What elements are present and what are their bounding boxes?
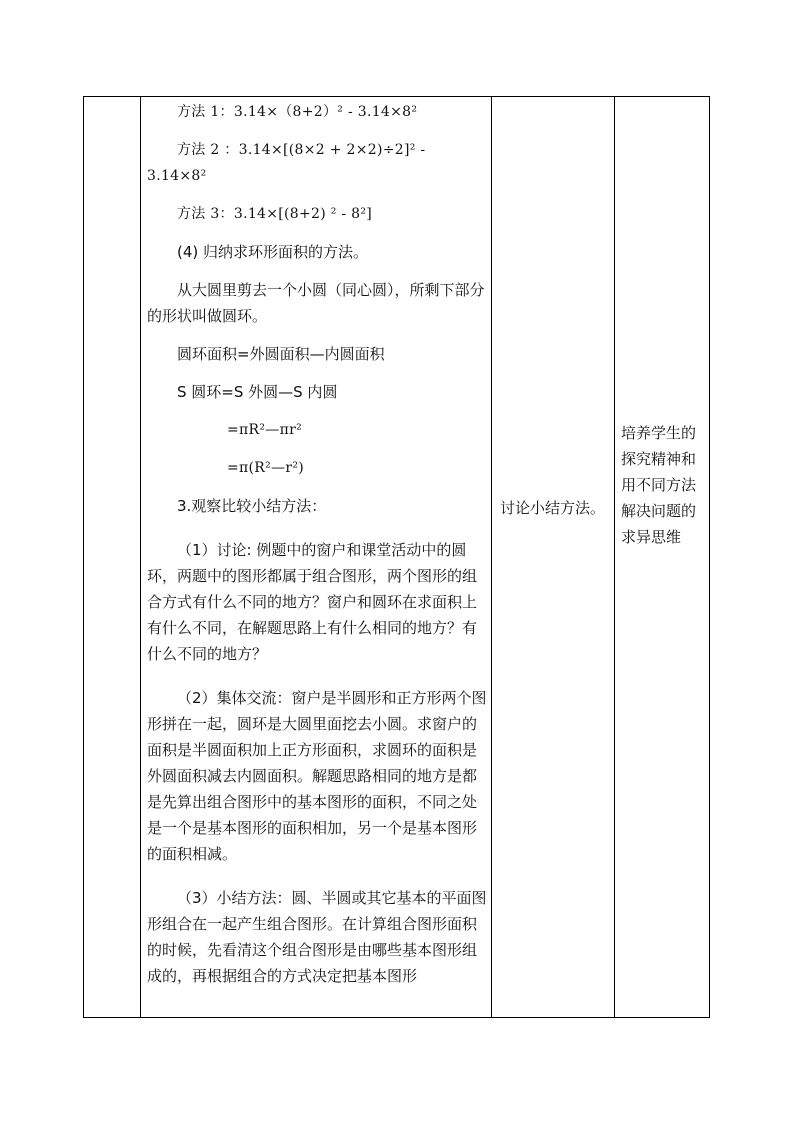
student-activity-cell [492,97,614,1017]
summary-paragraph: （3）小结方法：圆、半圆或其它基本的平面图形组合在一起产生组合图形。在计算组合图形面积的时候，先看清这个组合图形是由哪些基本图形组成的，再根据组合的方式决定把基本图形 [147,889,487,985]
design-intent-cell [615,97,710,1017]
student-activity-text: 讨论小结方法。 [500,499,606,517]
equation-2: =π(R²—r²) [227,460,305,476]
teaching-process-cell [141,97,491,1017]
method-1: 方法 1：3.14×（8+2）² - 3.14×8² [177,104,418,120]
discussion-paragraph: （1）讨论: 例题中的窗户和课堂活动中的圆环，两题中的图形都属于组合图形，两个图形的组合方式有什么不同的地方？窗户和圆环在求面积上有什么不同，在解题思路上有什么相同的地方？有什么不同的地方？ [147,541,478,663]
lesson-table [83,96,710,1018]
method-3: 方法 3：3.14×[(8+2) ² - 8²] [177,206,373,222]
ring-definition: 从大圆里剪去一个小圆（同心圆），所剩下部分的形状叫做圆环。 [147,281,485,325]
step-4: (4) 归纳求环形面积的方法。 [177,243,369,261]
method-2: 方法 2 ：3.14×[(8×2 + 2×2)÷2]² - 3.14×8² [147,142,426,184]
symbol-formula: S 圆环=S 外圆—S 内圆 [177,383,338,401]
area-formula: 圆环面积=外圆面积—内圆面积 [177,345,385,363]
exchange-paragraph: （2）集体交流：窗户是半圆形和正方形两个图形拼在一起，圆环是大圆里面挖去小圆。求窗户的面积是半圆面积加上正方形面积，求圆环的面积是外圆面积减去内圆面积。解题思路相同的地方是都是先算出组合图形中的基本图形的面积，不同之处是一个是基本图形的面积相加，另一个是基本图形的面积相减。 [147,689,487,863]
equation-1: =πR²—πr² [227,422,302,438]
design-intent-text: 培养学生的探究精神和用不同方法解决问题的求异思维 [621,424,697,546]
section-3-heading: 3.观察比较小结方法： [177,497,327,515]
